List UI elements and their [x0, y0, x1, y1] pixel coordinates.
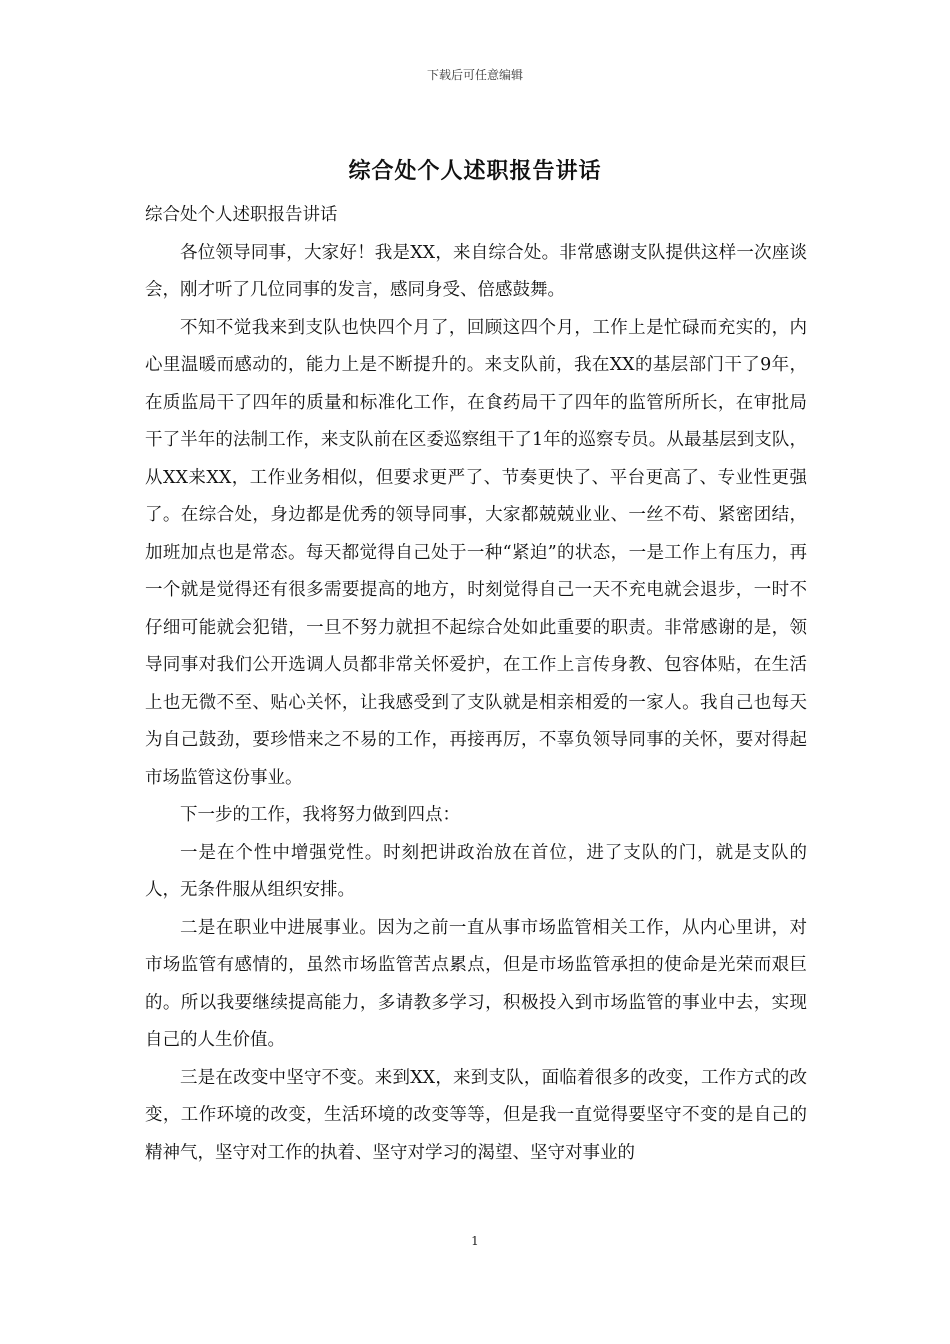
body-paragraph: 各位领导同事，大家好！我是XX，来自综合处。非常感谢支队提供这样一次座谈会，刚才听了几位同事的发言，感同身受、倍感鼓舞。: [145, 242, 807, 300]
body-paragraph: 下一步的工作，我将努力做到四点：: [180, 805, 460, 825]
body-paragraph: 一是在个性中增强党性。时刻把讲政治放在首位，进了支队的门，就是支队的人，无条件服从组织安排。: [145, 842, 807, 900]
body-paragraph: 不知不觉我来到支队也快四个月了，回顾这四个月，工作上是忙碌而充实的，内心里温暖而感动的，能力上是不断提升的。来支队前，我在XX的基层部门干了9年，在质监局干了四年的质量和标准化工作，在食药局干了四年的监管所所长，在审批局干了半年的法制工作，来支队前在区委巡察组干了1年的巡察专员。从最基层到支队，从XX来XX，工作业务相似，但要求更严了、节奏更快了、平台更高了、专业性更强了。在综合处，身边都是优秀的领导同事，大家都兢兢业业、一丝不苟、紧密团结，加班加点也是常态。每天都觉得自己处于一种“紧迫”的状态，一是工作上有压力，再一个就是觉得还有很多需要提高的地方，时刻觉得自己一天不充电就会退步，一时不仔细可能就会犯错，一旦不努力就担不起综合处如此重要的职责。非常感谢的是，领导同事对我们公开选调人员都非常关怀爱护，在工作上言传身教、包容体贴，在生活上也无微不至、贴心关怀，让我感受到了支队就是相亲相爱的一家人。我自己也每天为自己鼓劲，要珍惜来之不易的工作，再接再厉，不辜负领导同事的关怀，要对得起市场监管这份事业。: [145, 317, 807, 788]
page-number: 1: [471, 1234, 479, 1248]
document-title: 综合处个人述职报告讲话: [348, 158, 602, 184]
body-paragraph: 二是在职业中进展事业。因为之前一直从事市场监管相关工作，从内心里讲，对市场监管有感情的，虽然市场监管苦点累点，但是市场监管承担的使命是光荣而艰巨的。所以我要继续提高能力，多请教多学习，积极投入到市场监管的事业中去，实现自己的人生价值。: [145, 917, 807, 1050]
subtitle-paragraph: 综合处个人述职报告讲话: [145, 205, 338, 225]
body-paragraph: 三是在改变中坚守不变。来到XX，来到支队，面临着很多的改变，工作方式的改变，工作环境的改变，生活环境的改变等等，但是我一直觉得要坚守不变的是自己的精神气，坚守对工作的执着、坚守对学习的渴望、坚守对事业的: [145, 1067, 807, 1163]
page-header: 下载后可任意编辑: [426, 68, 523, 82]
document-body: [145, 197, 807, 1172]
